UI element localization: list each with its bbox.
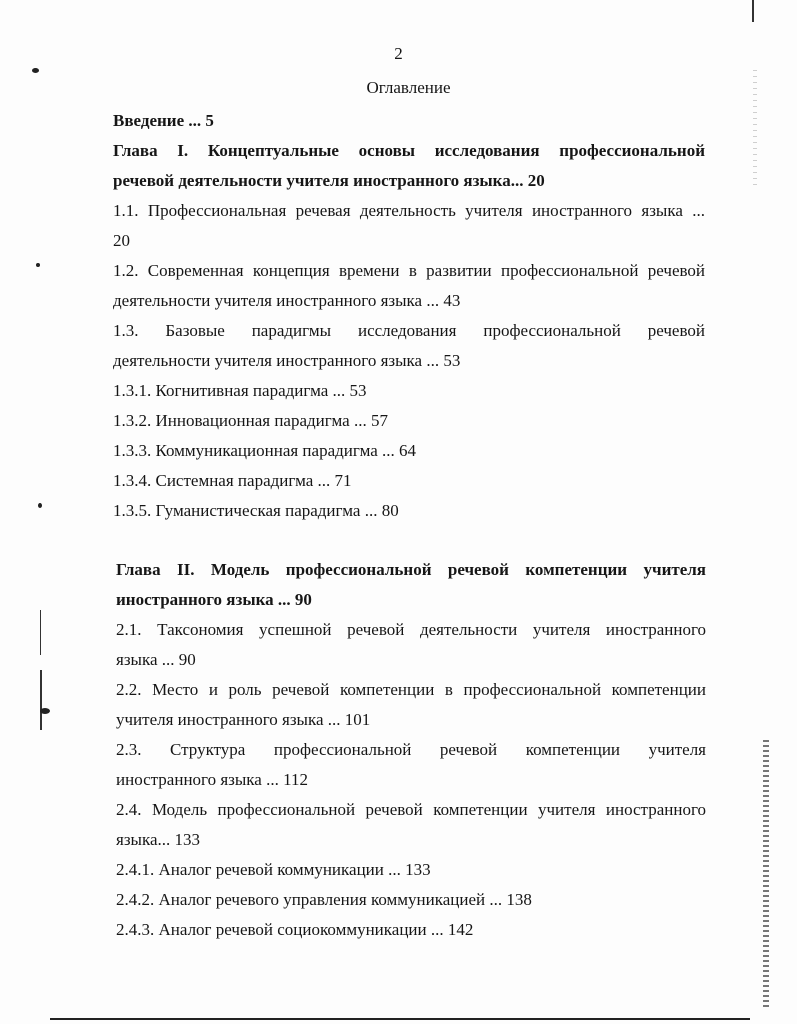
scan-line	[40, 670, 42, 730]
scan-edge-noise	[753, 70, 757, 190]
toc-section-1-3-2: 1.3.2. Инновационная парадигма ... 57	[113, 411, 388, 430]
toc-section-2-4-2: 2.4.2. Аналог речевого управления коммуникацией ... 138	[116, 890, 532, 909]
toc-section-1-3-1: 1.3.1. Когнитивная парадигма ... 53	[113, 381, 367, 400]
toc-section-2-2-line-1: 2.2. Место и роль речевой компетенции в профессиональной компетенции	[116, 680, 706, 699]
toc-section-2-2-line-2: учителя иностранного языка ... 101	[116, 710, 371, 729]
toc-section-1-1-line-1: 1.1. Профессиональная речевая деятельность учителя иностранного языка ...	[113, 201, 705, 220]
scan-speck	[36, 263, 40, 267]
toc-section-2-1-line-1: 2.1. Таксономия успешной речевой деятельности учителя иностранного	[116, 620, 706, 639]
scan-edge-noise	[763, 740, 769, 1010]
toc-section-2-1-line-2: языка ... 90	[116, 650, 196, 669]
toc-section-1-3-4: 1.3.4. Системная парадигма ... 71	[113, 471, 352, 490]
scan-line	[40, 610, 41, 655]
toc-section-1-2-line-2: деятельности учителя иностранного языка ... 43	[113, 291, 461, 310]
toc-section-2-4-1: 2.4.1. Аналог речевой коммуникации ... 133	[116, 860, 431, 879]
toc-chapter-2-line-2: иностранного языка ... 90	[116, 590, 312, 609]
toc-chapter-1-line-2: речевой деятельности учителя иностранного языка... 20	[113, 171, 545, 190]
scan-line	[50, 1018, 750, 1020]
toc-section-1-3-line-2: деятельности учителя иностранного языка ... 53	[113, 351, 461, 370]
toc-section-2-4-line-2: языка... 133	[116, 830, 201, 849]
toc-intro: Введение ... 5	[113, 111, 214, 130]
scan-speck	[40, 708, 50, 714]
scan-line	[752, 0, 754, 22]
table-of-contents-chapter-2	[116, 555, 706, 945]
toc-chapter-1-line-1: Глава I. Концептуальные основы исследования профессиональной	[113, 141, 705, 160]
toc-section-1-3-5: 1.3.5. Гуманистическая парадигма ... 80	[113, 501, 399, 520]
scan-speck	[32, 68, 39, 73]
table-of-contents	[113, 106, 705, 526]
toc-section-1-3-line-1: 1.3. Базовые парадигмы исследования профессиональной речевой	[113, 321, 705, 340]
toc-section-2-4-3: 2.4.3. Аналог речевой социокоммуникации ... 142	[116, 920, 474, 939]
toc-chapter-2-line-1: Глава II. Модель профессиональной речевой компетенции учителя	[116, 560, 706, 579]
scan-speck	[38, 503, 42, 508]
toc-section-2-3-line-2: иностранного языка ... 112	[116, 770, 308, 789]
page-number: 2	[394, 44, 403, 63]
toc-section-2-3-line-1: 2.3. Структура профессиональной речевой компетенции учителя	[116, 740, 706, 759]
toc-section-1-2-line-1: 1.2. Современная концепция времени в развитии профессиональной речевой	[113, 261, 705, 280]
toc-section-2-4-line-1: 2.4. Модель профессиональной речевой компетенции учителя иностранного	[116, 800, 706, 819]
toc-section-1-1-line-2: 20	[113, 231, 130, 250]
toc-section-1-3-3: 1.3.3. Коммуникационная парадигма ... 64	[113, 441, 417, 460]
page-title: Оглавление	[366, 78, 451, 97]
